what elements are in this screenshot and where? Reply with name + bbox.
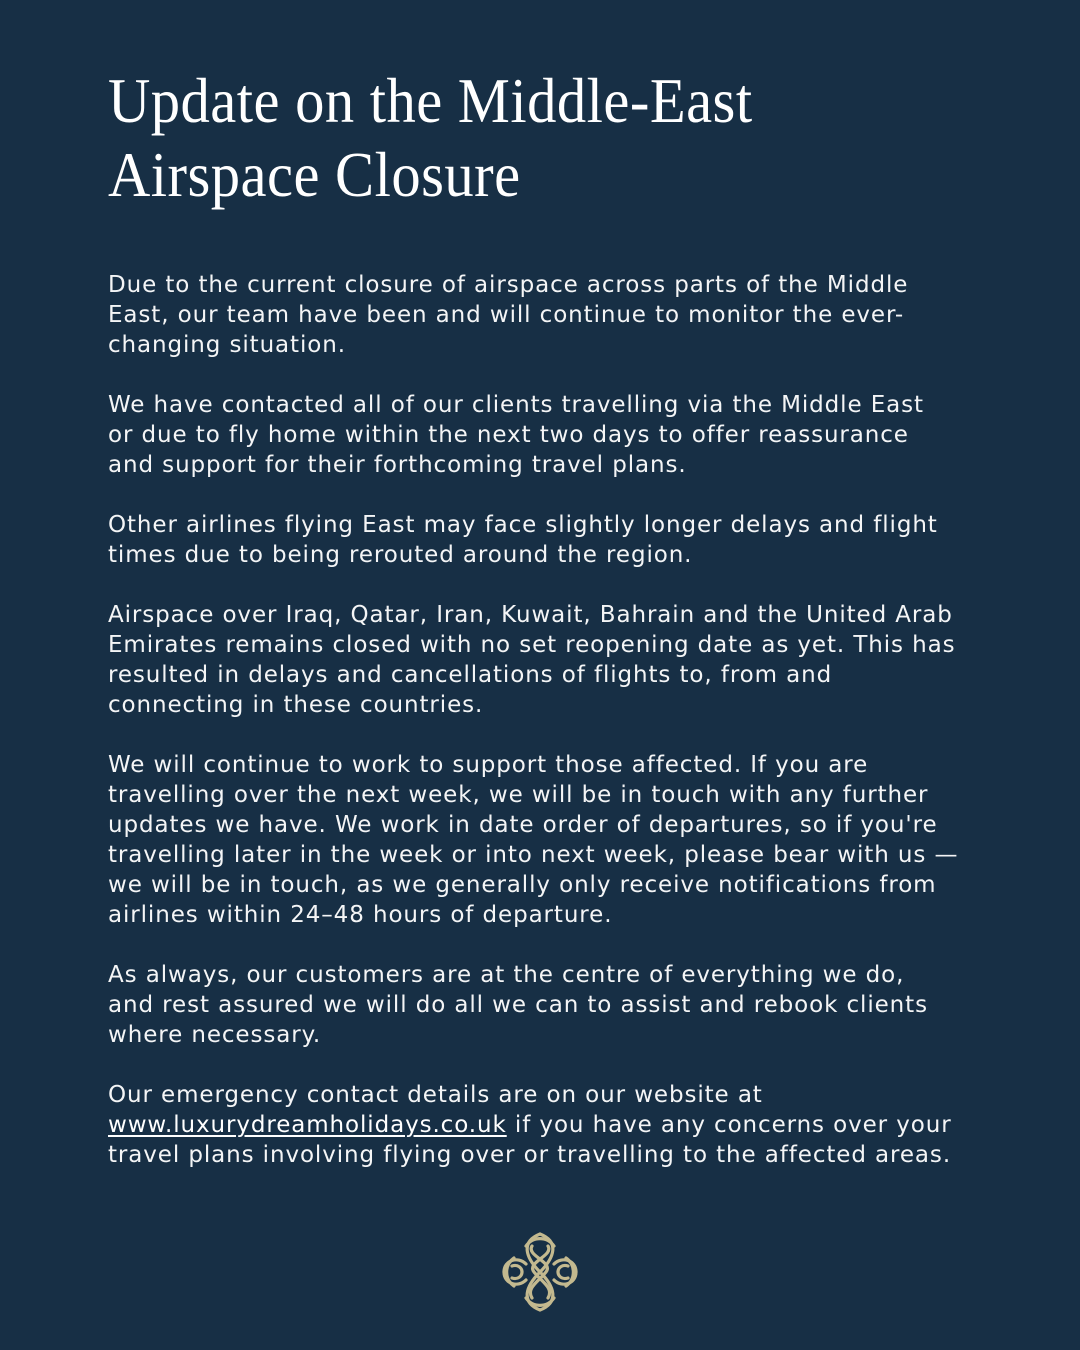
text-line: Other airlines flying East may face slightly longer delays and flight	[108, 512, 938, 538]
text-line: East, our team have been and will continue to monitor the ever-	[108, 302, 905, 328]
text-line: As always, our customers are at the centre of everything we do,	[108, 962, 905, 988]
text-line: resulted in delays and cancellations of flights to, from and	[108, 662, 833, 688]
text-line: updates we have. We work in date order of departures, so if you're	[108, 812, 938, 838]
paragraph-closed-airspace	[108, 600, 1008, 720]
text-line: airlines within 24–48 hours of departure.	[108, 902, 613, 928]
text-line: where necessary.	[108, 1022, 322, 1048]
title-line-2: Airspace Closure	[108, 140, 521, 210]
paragraph-support	[108, 750, 1008, 930]
text-line: travelling later in the week or into next week, please bear with us —	[108, 842, 959, 868]
text-line: Airspace over Iraq, Qatar, Iran, Kuwait, Bahrain and the United Arab	[108, 602, 953, 628]
paragraph-other-airlines	[108, 510, 1008, 570]
paragraph-emergency-contact	[108, 1080, 1008, 1170]
text-after-link: if you have any concerns over your	[506, 1112, 952, 1138]
text-line: travel plans involving flying over or travelling to the affected areas.	[108, 1142, 952, 1168]
text-line: and support for their forthcoming travel plans.	[108, 452, 687, 478]
title-line-1: Update on the Middle-East	[108, 66, 753, 136]
text-line: Our emergency contact details are on our website at	[108, 1082, 763, 1108]
interlaced-knot-logo-icon	[496, 1228, 584, 1316]
website-link[interactable]: www.luxurydreamholidays.co.uk	[108, 1112, 507, 1138]
text-line: We have contacted all of our clients travelling via the Middle East	[108, 392, 924, 418]
text-line: or due to fly home within the next two days to offer reassurance	[108, 422, 909, 448]
paragraph-clients-contacted	[108, 390, 1008, 480]
text-line: travelling over the next week, we will be in touch with any further	[108, 782, 929, 808]
page-title	[108, 64, 753, 212]
text-line: changing situation.	[108, 332, 346, 358]
paragraph-customers	[108, 960, 1008, 1050]
text-line: Emirates remains closed with no set reopening date as yet. This has	[108, 632, 956, 658]
text-line: We will continue to work to support those affected. If you are	[108, 752, 869, 778]
text-line: connecting in these countries.	[108, 692, 484, 718]
text-line-with-link	[108, 1110, 1008, 1140]
text-line: and rest assured we will do all we can to assist and rebook clients	[108, 992, 928, 1018]
text-line: Due to the current closure of airspace across parts of the Middle	[108, 272, 909, 298]
announcement-body	[108, 270, 1008, 1200]
paragraph-situation	[108, 270, 1008, 360]
text-line: times due to being rerouted around the region.	[108, 542, 693, 568]
text-line: we will be in touch, as we generally only receive notifications from	[108, 872, 937, 898]
